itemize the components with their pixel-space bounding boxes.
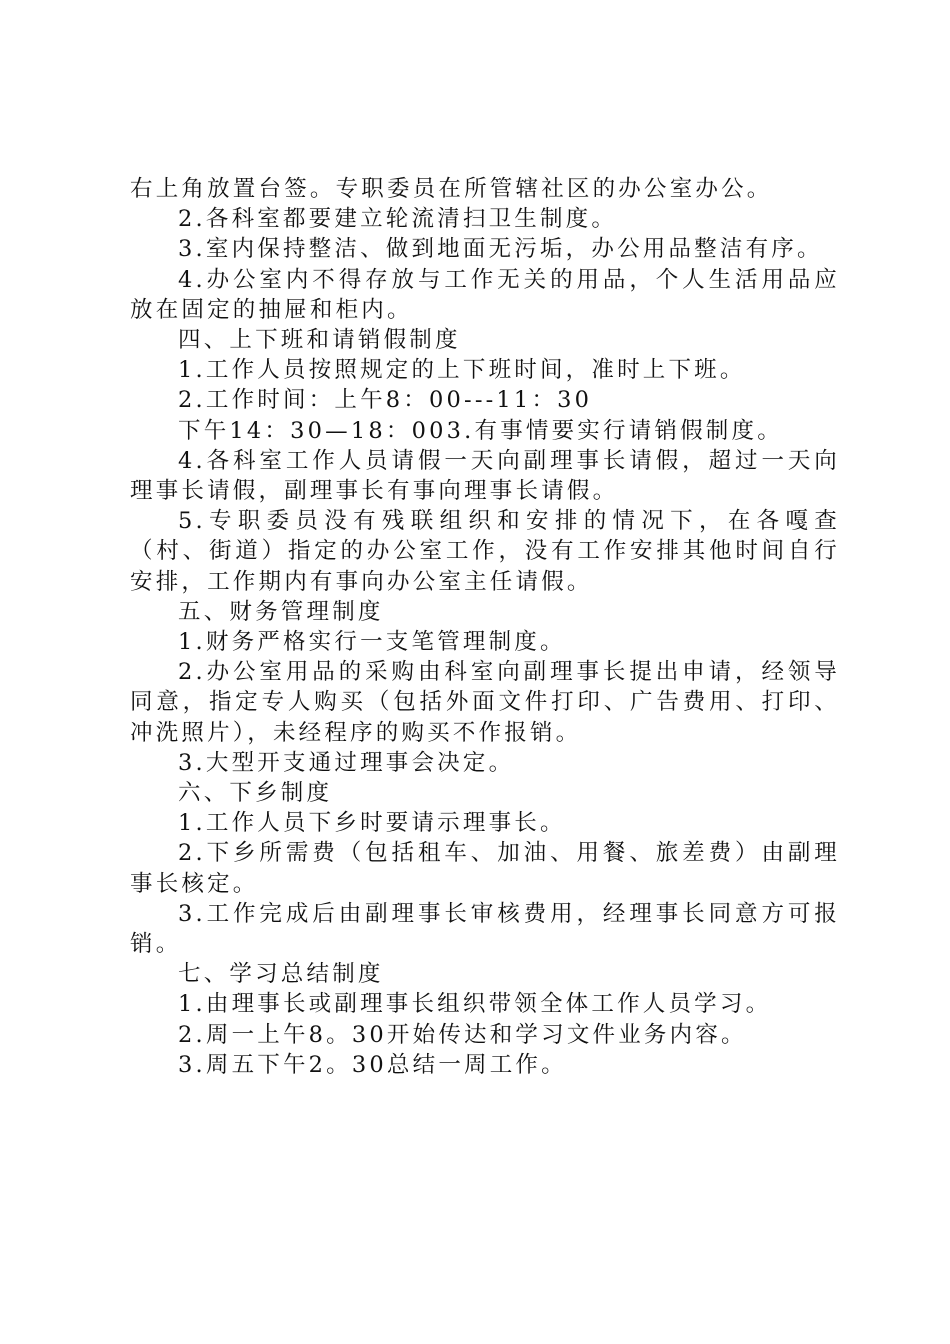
paragraph: 2.下乡所需费（包括租车、加油、用餐、旅差费）由副理事长核定。 [130, 840, 840, 897]
paragraph: 1.工作人员下乡时要请示理事长。 [178, 810, 566, 837]
paragraph: 3.周五下午2。30总结一周工作。 [178, 1051, 567, 1078]
paragraph: 3.室内保持整洁、做到地面无污垢，办公用品整洁有序。 [178, 236, 823, 263]
paragraph: 4.各科室工作人员请假一天向副理事长请假，超过一天向理事长请假，副理事长有事向理事长请假。 [130, 447, 840, 505]
section-heading: 四、上下班和请销假制度 [178, 327, 461, 354]
paragraph: 3.工作完成后由副理事长审核费用，经理事长同意方可报销。 [130, 900, 840, 958]
paragraph: 2.办公室用品的采购由科室向副理事长提出申请，经领导同意，指定专人购买（包括外面文件打印、广告费用、打印、冲洗照片），未经程序的购买不作报销。 [130, 659, 840, 746]
paragraph: 1.工作人员按照规定的上下班时间，准时上下班。 [178, 357, 746, 384]
paragraph: 下午14：30—18：003.有事情要实行请销假制度。 [178, 417, 783, 444]
section-heading: 五、财务管理制度 [178, 598, 384, 625]
paragraph: 1.由理事长或副理事长组织带领全体工作人员学习。 [178, 991, 772, 1018]
paragraph: 3.大型开支通过理事会决定。 [178, 749, 515, 776]
section-heading: 六、下乡制度 [178, 780, 333, 807]
paragraph: 2.各科室都要建立轮流清扫卫生制度。 [178, 206, 618, 233]
section-heading: 七、学习总结制度 [178, 961, 384, 988]
paragraph: 2.周一上午8。30开始传达和学习文件业务内容。 [178, 1021, 747, 1048]
paragraph: 4.办公室内不得存放与工作无关的用品，个人生活用品应放在固定的抽屉和柜内。 [130, 266, 840, 323]
paragraph: 1.财务严格实行一支笔管理制度。 [178, 629, 566, 656]
paragraph: 2.工作时间：上午8：00---11：30 [178, 387, 593, 414]
paragraph: 右上角放置台签。专职委员在所管辖社区的办公室办公。 [130, 176, 773, 202]
paragraph: 5.专职委员没有残联组织和安排的情况下，在各嘎查（村、街道）指定的办公室工作，没有工作安排其他时间自行安排，工作期内有事向办公室主任请假。 [130, 508, 840, 595]
document-body [130, 174, 840, 1080]
